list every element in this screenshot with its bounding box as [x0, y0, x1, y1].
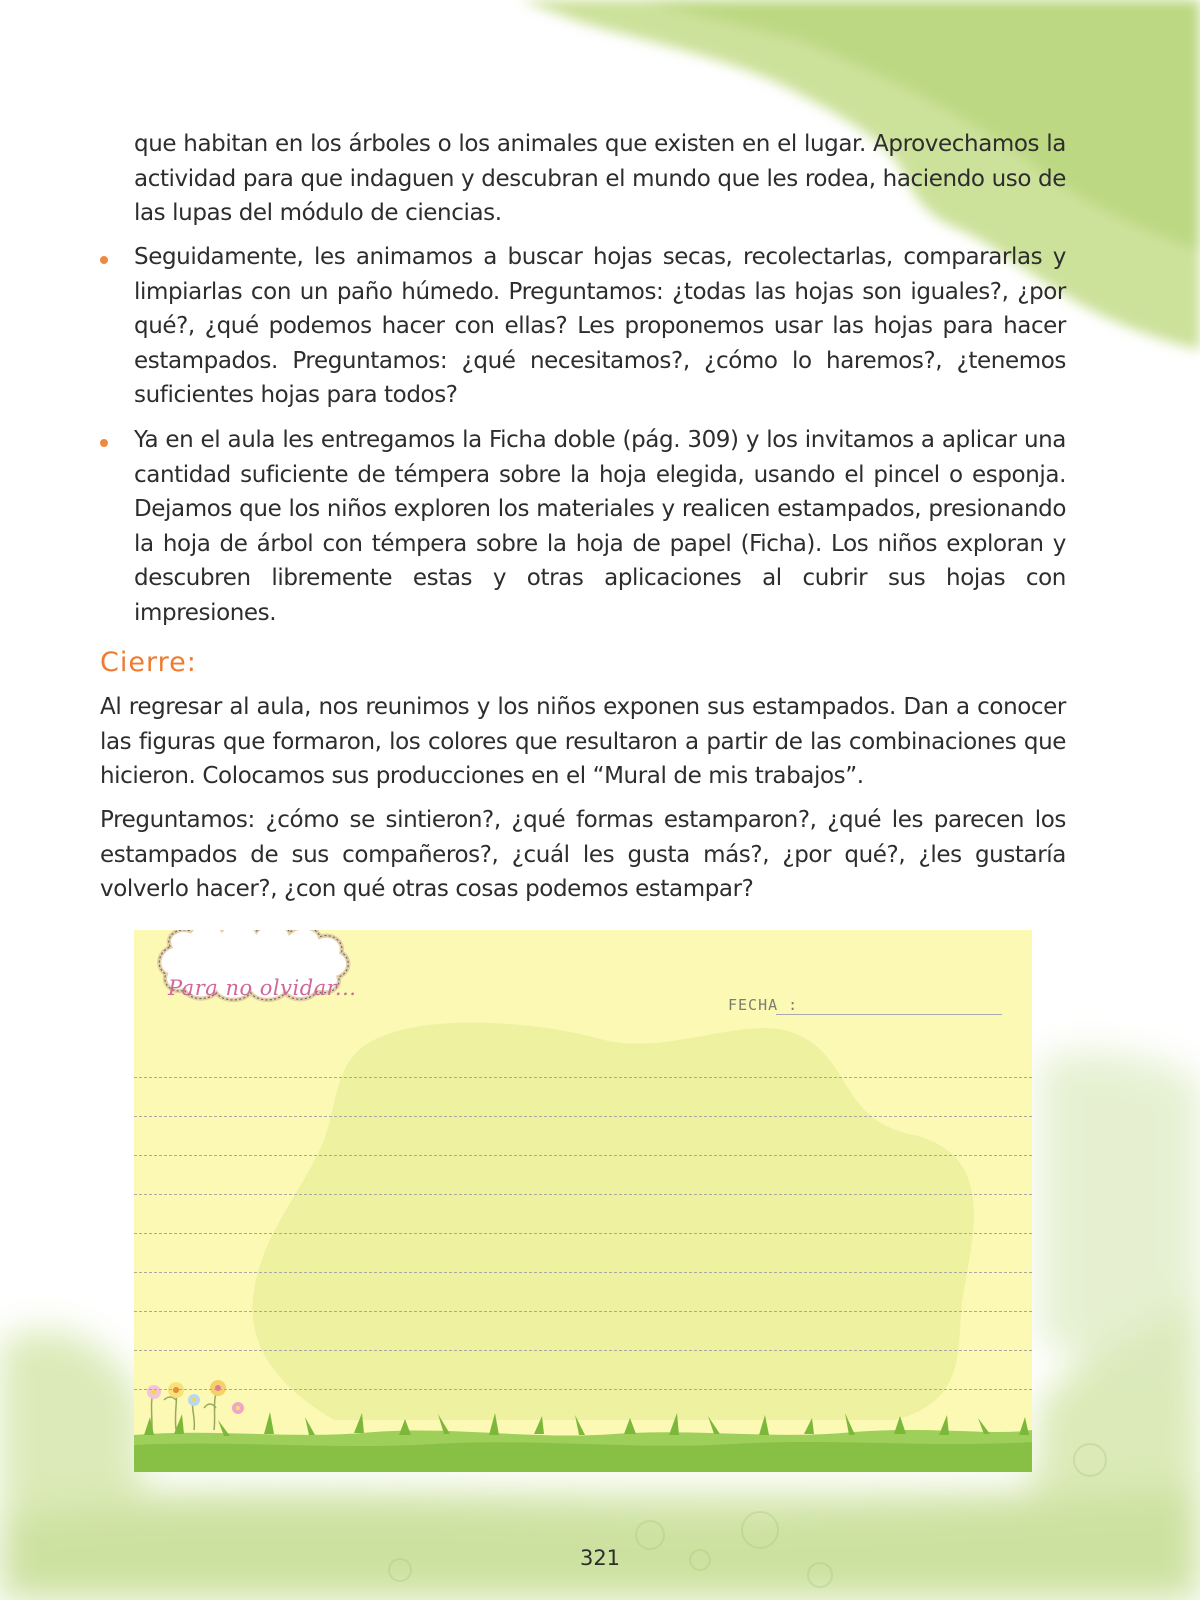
page-number: 321 — [579, 1546, 621, 1570]
writing-line[interactable] — [134, 1077, 1032, 1078]
bullet-icon — [100, 439, 108, 447]
closing-paragraph-1: Al regresar al aula, nos reunimos y los niños exponen sus estampados. Dan a conocer las figuras que formaron, los colores que resultaron a partir de las combinaciones que hicieron. Colocamos sus producciones en el “Mural de mis trabajos”. — [100, 694, 1066, 789]
closing-section-title: Cierre: — [100, 647, 197, 678]
note-card-art — [134, 930, 1032, 1472]
date-label: FECHA : — [728, 996, 799, 1014]
note-card — [134, 930, 1032, 1472]
bullet-paragraph-2: Ya en el aula les entregamos la Ficha doble (pág. 309) y los invitamos a aplicar una cantidad suficiente de témpera sobre la hoja elegida, usando el pincel o esponja. Dejamos que los niños exploren los materiales y realicen estampados, presionando la hoja de árbol con témpera sobre la hoja de papel (Ficha). Los niños exploran y descubren libremente estas y otras aplicaciones al cubrir sus hojas con impresiones. — [134, 427, 1066, 626]
closing-paragraph-2: Preguntamos: ¿cómo se sintieron?, ¿qué formas estamparon?, ¿qué les parecen los estampados de sus compañeros?, ¿cuál les gusta más?, ¿por qué?, ¿les gustaría volverlo hacer?, ¿con qué otras cosas podemos estampar? — [100, 807, 1066, 902]
note-card-label: Para no olvidar... — [168, 976, 357, 1000]
continuation-paragraph: que habitan en los árboles o los animales que existen en el lugar. Aprovechamos la actividad para que indaguen y descubran el mundo que les rodea, haciendo uso de las lupas del módulo de ciencias. — [134, 131, 1066, 226]
bullet-paragraph-1: Seguidamente, les animamos a buscar hojas secas, recolectarlas, compararlas y limpiarlas con un paño húmedo. Preguntamos: ¿todas las hojas son iguales?, ¿por qué?, ¿qué podemos hacer con ellas? Les proponemos usar las hojas para hacer estampados. Preguntamos: ¿qué necesitamos?, ¿cómo lo haremos?, ¿tenemos suficientes hojas para todos? — [134, 244, 1066, 408]
writing-line[interactable] — [134, 1311, 1032, 1312]
writing-line[interactable] — [134, 1233, 1032, 1234]
writing-line[interactable] — [134, 1272, 1032, 1273]
writing-line[interactable] — [134, 1389, 1032, 1390]
flowers-icon — [147, 1380, 244, 1430]
writing-line[interactable] — [134, 1194, 1032, 1195]
writing-line[interactable] — [134, 1116, 1032, 1117]
grass-border-icon — [134, 1412, 1032, 1472]
bullet-icon — [100, 256, 108, 264]
date-input-line[interactable] — [776, 1014, 1002, 1015]
writing-line[interactable] — [134, 1155, 1032, 1156]
writing-line[interactable] — [134, 1350, 1032, 1351]
